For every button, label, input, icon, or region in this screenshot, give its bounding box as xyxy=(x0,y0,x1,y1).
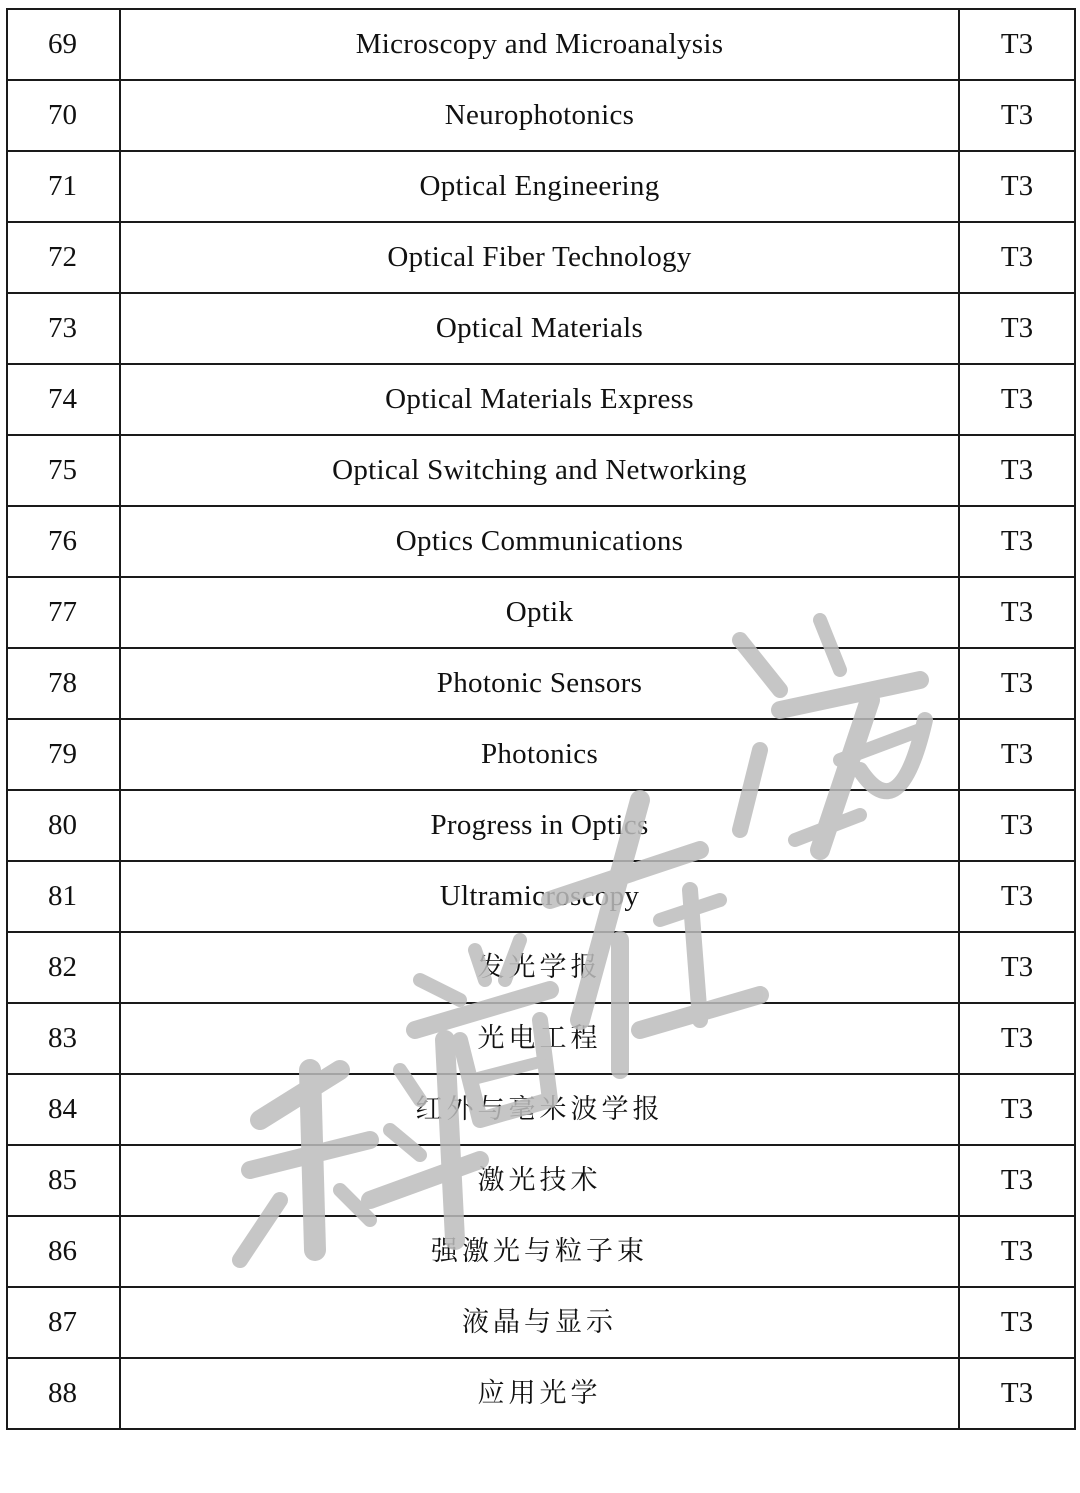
table-row xyxy=(7,80,1075,151)
tier-cell: T3 xyxy=(959,861,1075,932)
row-number-cell: 72 xyxy=(7,222,120,293)
tier-cell: T3 xyxy=(959,1074,1075,1145)
table-row xyxy=(7,364,1075,435)
row-number-cell: 84 xyxy=(7,1074,120,1145)
journal-title-cell: Optical Fiber Technology xyxy=(120,222,959,293)
tier-cell: T3 xyxy=(959,151,1075,222)
table-row xyxy=(7,435,1075,506)
row-number-cell: 83 xyxy=(7,1003,120,1074)
tier-cell: T3 xyxy=(959,80,1075,151)
table-row xyxy=(7,577,1075,648)
journal-title-cell: Neurophotonics xyxy=(120,80,959,151)
tier-cell: T3 xyxy=(959,1216,1075,1287)
journal-title-cell: 激光技术 xyxy=(120,1145,959,1216)
row-number-cell: 88 xyxy=(7,1358,120,1429)
tier-cell: T3 xyxy=(959,222,1075,293)
table-row xyxy=(7,1358,1075,1429)
journal-tier-table xyxy=(6,8,1076,1430)
table-row xyxy=(7,151,1075,222)
journal-title-cell: 应用光学 xyxy=(120,1358,959,1429)
journal-title-cell: Photonic Sensors xyxy=(120,648,959,719)
journal-title-cell: 强激光与粒子束 xyxy=(120,1216,959,1287)
tier-cell: T3 xyxy=(959,719,1075,790)
row-number-cell: 70 xyxy=(7,80,120,151)
journal-title-cell: Optical Materials xyxy=(120,293,959,364)
table-row xyxy=(7,1074,1075,1145)
tier-cell: T3 xyxy=(959,648,1075,719)
tier-cell: T3 xyxy=(959,1287,1075,1358)
row-number-cell: 81 xyxy=(7,861,120,932)
table-row xyxy=(7,648,1075,719)
row-number-cell: 77 xyxy=(7,577,120,648)
journal-title-cell: Ultramicroscopy xyxy=(120,861,959,932)
tier-cell: T3 xyxy=(959,435,1075,506)
row-number-cell: 87 xyxy=(7,1287,120,1358)
journal-title-cell: Optical Materials Express xyxy=(120,364,959,435)
row-number-cell: 78 xyxy=(7,648,120,719)
tier-cell: T3 xyxy=(959,790,1075,861)
table-row xyxy=(7,9,1075,80)
table-row xyxy=(7,790,1075,861)
row-number-cell: 74 xyxy=(7,364,120,435)
tier-cell: T3 xyxy=(959,364,1075,435)
table-row xyxy=(7,222,1075,293)
journal-title-cell: Optik xyxy=(120,577,959,648)
journal-title-cell: Photonics xyxy=(120,719,959,790)
tier-cell: T3 xyxy=(959,1358,1075,1429)
row-number-cell: 82 xyxy=(7,932,120,1003)
row-number-cell: 80 xyxy=(7,790,120,861)
table-row xyxy=(7,1003,1075,1074)
row-number-cell: 85 xyxy=(7,1145,120,1216)
tier-cell: T3 xyxy=(959,506,1075,577)
row-number-cell: 75 xyxy=(7,435,120,506)
row-number-cell: 86 xyxy=(7,1216,120,1287)
journal-title-cell: 液晶与显示 xyxy=(120,1287,959,1358)
tier-cell: T3 xyxy=(959,932,1075,1003)
tier-cell: T3 xyxy=(959,1003,1075,1074)
table-row xyxy=(7,1145,1075,1216)
journal-title-cell: 发光学报 xyxy=(120,932,959,1003)
table-row xyxy=(7,719,1075,790)
journal-title-cell: 红外与毫米波学报 xyxy=(120,1074,959,1145)
row-number-cell: 76 xyxy=(7,506,120,577)
table-row xyxy=(7,293,1075,364)
tier-cell: T3 xyxy=(959,9,1075,80)
table-row xyxy=(7,506,1075,577)
journal-title-cell: Microscopy and Microanalysis xyxy=(120,9,959,80)
journal-title-cell: Progress in Optics xyxy=(120,790,959,861)
row-number-cell: 79 xyxy=(7,719,120,790)
row-number-cell: 73 xyxy=(7,293,120,364)
tier-cell: T3 xyxy=(959,1145,1075,1216)
table-row xyxy=(7,932,1075,1003)
tier-cell: T3 xyxy=(959,293,1075,364)
row-number-cell: 69 xyxy=(7,9,120,80)
journal-title-cell: Optics Communications xyxy=(120,506,959,577)
table-row xyxy=(7,1287,1075,1358)
journal-title-cell: 光电工程 xyxy=(120,1003,959,1074)
table-row xyxy=(7,861,1075,932)
row-number-cell: 71 xyxy=(7,151,120,222)
journal-title-cell: Optical Engineering xyxy=(120,151,959,222)
journal-title-cell: Optical Switching and Networking xyxy=(120,435,959,506)
table-row xyxy=(7,1216,1075,1287)
table-body xyxy=(7,9,1075,1429)
tier-cell: T3 xyxy=(959,577,1075,648)
